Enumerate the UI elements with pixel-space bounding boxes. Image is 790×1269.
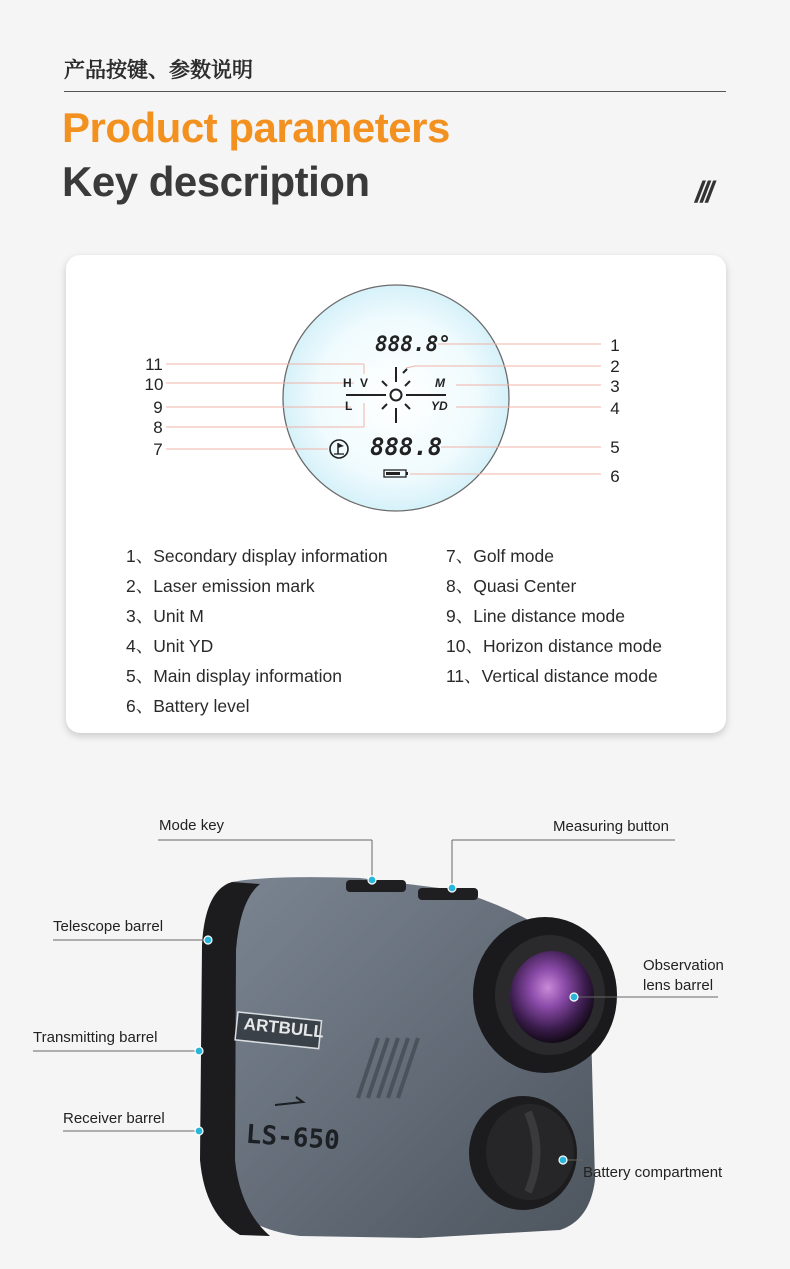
main-display-reading: 888.8	[370, 433, 443, 461]
callout-11: 11	[145, 355, 163, 374]
legend-item-3: 3、Unit M	[126, 606, 204, 626]
callout-10: 10	[144, 375, 164, 394]
model-name: LS-650	[244, 1119, 341, 1157]
label-observation-line1: Observation	[643, 957, 724, 974]
legend-item-11: 11、Vertical distance mode	[446, 666, 658, 686]
title-product-parameters: Product parameters	[62, 104, 450, 151]
legend-item-10: 10、Horizon distance mode	[446, 636, 662, 656]
label-battery-compartment: Battery compartment	[583, 1164, 723, 1181]
legend-item-4: 4、Unit YD	[126, 636, 214, 656]
title-key-description: Key description	[62, 158, 370, 205]
line-mark: L	[345, 399, 353, 413]
header-rule	[64, 91, 726, 92]
callout-7: 7	[153, 440, 163, 459]
callout-6: 6	[610, 467, 620, 486]
secondary-display-reading: 888.8°	[375, 332, 451, 356]
legend-item-9: 9、Line distance mode	[446, 606, 625, 626]
callout-3: 3	[610, 377, 620, 396]
display-description-card	[66, 255, 726, 733]
decorative-slashes: ///	[695, 176, 712, 209]
label-observation-line2: lens barrel	[643, 977, 714, 994]
legend-item-8: 8、Quasi Center	[446, 576, 577, 596]
callout-8: 8	[153, 418, 163, 437]
lcd-display-diagram	[66, 255, 726, 535]
label-measuring-button: Measuring button	[553, 818, 669, 835]
chinese-section-title: 产品按键、参数说明	[64, 58, 253, 82]
label-mode-key: Mode key	[159, 817, 225, 834]
legend-item-5: 5、Main display information	[126, 666, 342, 686]
callout-5: 5	[610, 438, 620, 457]
unit-yd-mark: YD	[431, 399, 448, 413]
legend-item-7: 7、Golf mode	[446, 546, 554, 566]
callout-1: 1	[610, 336, 620, 355]
horizon-mark: H	[343, 376, 352, 390]
callout-9: 9	[153, 398, 163, 417]
label-receiver-barrel: Receiver barrel	[63, 1110, 165, 1127]
callout-2: 2	[610, 357, 620, 376]
callout-4: 4	[610, 399, 620, 418]
label-transmitting-barrel: Transmitting barrel	[33, 1029, 158, 1046]
legend-item-6: 6、Battery level	[126, 696, 250, 716]
rangefinder-section	[0, 760, 790, 1269]
legend-item-1: 1、Secondary display information	[126, 546, 388, 566]
rangefinder-illustration	[0, 760, 790, 1269]
legend-item-2: 2、Laser emission mark	[126, 576, 315, 596]
brand-name: ARTBULL	[242, 1014, 325, 1042]
vertical-mark: V	[360, 376, 369, 390]
label-telescope-barrel: Telescope barrel	[53, 918, 164, 935]
unit-m-mark: M	[435, 376, 445, 390]
